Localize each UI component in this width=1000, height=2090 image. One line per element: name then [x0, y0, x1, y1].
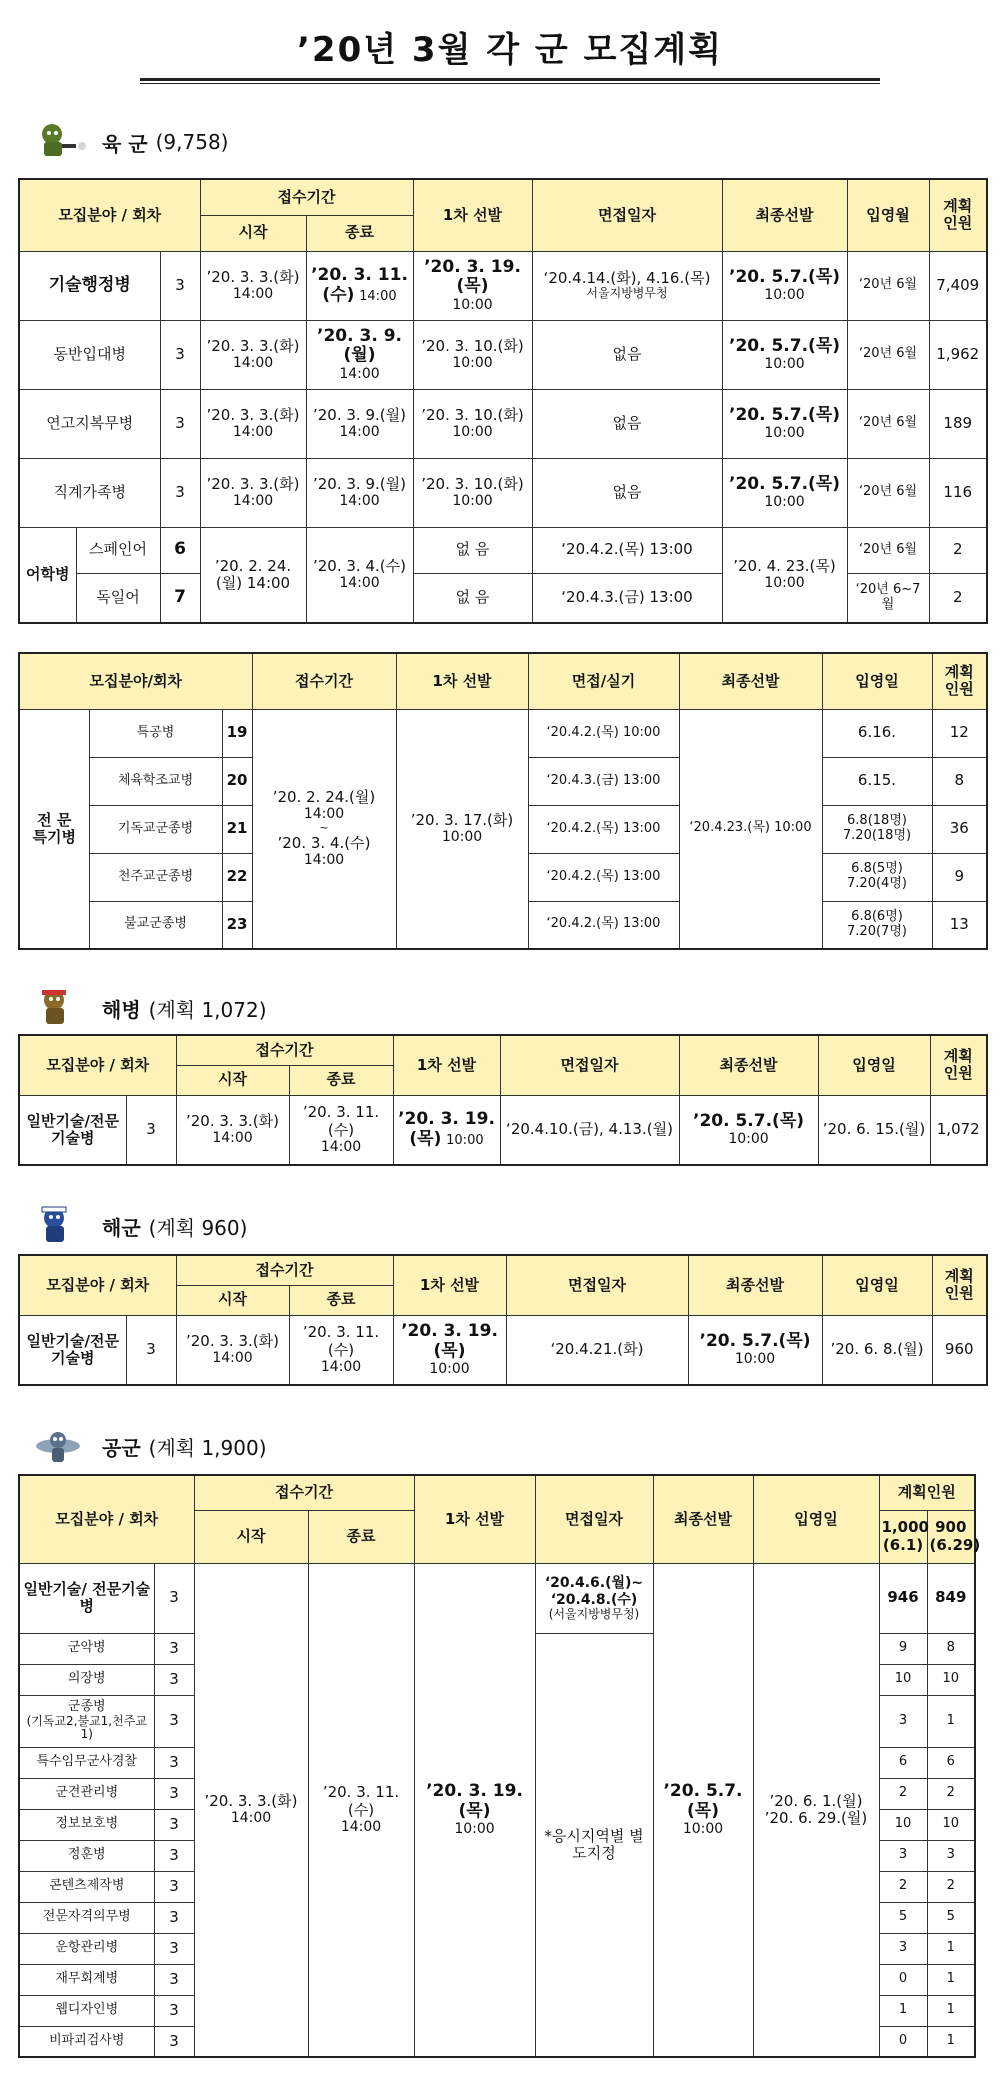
row-end-time: 14:00 — [339, 575, 380, 592]
header-end: 종료 — [306, 215, 413, 251]
row-round: 3 — [154, 1995, 194, 2026]
row-plan: 7,409 — [929, 251, 987, 320]
header-plan: 계획 인원 — [932, 653, 987, 709]
army-mascot-icon — [32, 120, 90, 164]
row-field: 비파괴검사병 — [19, 2026, 154, 2057]
row-end-time: 14:00 — [339, 493, 380, 510]
row-plan-a: 10 — [879, 1809, 927, 1840]
row-end: ’20. 3. 11.(수) — [322, 1783, 400, 1819]
row-first-time: 10:00 — [452, 297, 493, 313]
row-plan-a: 9 — [879, 1633, 927, 1664]
header-plan-b: 900 (6.29) — [927, 1510, 975, 1563]
page-title: ’20년 3월 각 군 모집계획 — [297, 30, 723, 70]
row-plan-b: 1 — [927, 1995, 975, 2026]
row-field: 정훈병 — [19, 1840, 154, 1871]
row-field: 직계가족병 — [19, 458, 160, 527]
row-plan-a: 3 — [879, 1933, 927, 1964]
row-round: 3 — [126, 1315, 176, 1385]
row-plan: 116 — [929, 458, 987, 527]
row-round: 3 — [154, 1563, 194, 1633]
row-plan: 36 — [932, 805, 987, 853]
row-first: ’20. 3. 17.(화) — [410, 811, 514, 830]
row-field: 기술행정병 — [19, 251, 160, 320]
row-plan-a: 10 — [879, 1664, 927, 1695]
header-final: 최종선발 — [653, 1475, 753, 1563]
row-final-time: 10:00 — [764, 425, 805, 442]
row-final-time: 10:00 — [764, 575, 805, 592]
header-first: 1차 선발 — [414, 1475, 535, 1563]
row-enlist: ’20. 6. 15.(월) — [818, 1095, 930, 1165]
row-first-time: 10:00 — [446, 1132, 484, 1148]
marines-count: (계획 1,072) — [148, 997, 267, 1022]
header-plan-a: 1,000 (6.1) — [879, 1510, 927, 1563]
row-group-special: 전 문 특기병 — [19, 709, 89, 949]
table-row — [19, 709, 987, 757]
row-plan-b: 1 — [927, 1933, 975, 1964]
row-interview: ‘20.4.14.(화), 4.16.(목) — [543, 268, 711, 287]
row-round: 3 — [154, 1964, 194, 1995]
header-field: 모집분야 / 회차 — [19, 179, 200, 251]
row-plan: 1,962 — [929, 320, 987, 389]
row-round: 3 — [154, 1933, 194, 1964]
row-plan-b: 10 — [927, 1664, 975, 1695]
row-round: 3 — [160, 251, 200, 320]
header-field: 모집분야 / 회차 — [19, 1255, 176, 1315]
row-enlist: ’20. 6. 1.(월) ’20. 6. 29.(월) — [753, 1563, 879, 2057]
row-final: ’20. 5.7.(목) — [692, 1110, 805, 1131]
row-enlist: 6.8(18명) 7.20(18명) — [822, 805, 932, 853]
header-first: 1차 선발 — [393, 1035, 500, 1095]
airforce-section-header — [32, 1424, 267, 1468]
row-round: 3 — [154, 1840, 194, 1871]
airforce-count: (계획 1,900) — [148, 1435, 267, 1460]
marines-table — [18, 1034, 988, 1166]
row-end-time: 14:00 — [320, 1358, 362, 1375]
row-interview: ‘20.4.2.(목) 13:00 — [528, 901, 679, 949]
header-end: 종료 — [289, 1065, 393, 1095]
header-plan: 계획인원 — [879, 1475, 975, 1510]
navy-section-header — [32, 1204, 247, 1248]
row-start: ’20. 3. 3.(화) — [186, 1112, 279, 1131]
army-section-header — [32, 120, 228, 164]
row-enlist: ‘20년 6월 — [847, 389, 929, 458]
row-interview: ‘20.4.2.(목) 13:00 — [528, 805, 679, 853]
header-start: 시작 — [176, 1285, 289, 1315]
row-plan-a: 5 — [879, 1902, 927, 1933]
header-enlist: 입영일 — [753, 1475, 879, 1563]
row-end-time: 14:00 — [320, 1138, 362, 1155]
row-field: 연고지복무병 — [19, 389, 160, 458]
header-interview: 면접일자 — [500, 1035, 679, 1095]
row-group-lang: 어학병 — [19, 527, 76, 623]
row-interview: ‘20.4.2.(목) 13:00 — [528, 853, 679, 901]
row-field: 웹디자인병 — [19, 1995, 154, 2026]
row-final-time: 10:00 — [764, 494, 805, 511]
row-enlist: ‘20년 6월 — [847, 320, 929, 389]
row-interview-rest: *응시지역별 별도지정 — [535, 1633, 653, 2057]
header-end: 종료 — [289, 1285, 393, 1315]
row-round: 3 — [154, 2026, 194, 2057]
row-end-time: 14:00 — [339, 424, 380, 441]
row-first-time: 10:00 — [452, 424, 493, 441]
row-enlist: 6.15. — [822, 757, 932, 805]
row-plan: 12 — [932, 709, 987, 757]
row-round: 22 — [222, 853, 252, 901]
row-round: 3 — [154, 1778, 194, 1809]
row-round: 3 — [160, 320, 200, 389]
row-field: 특수임무군사경찰 — [19, 1747, 154, 1778]
row-interview-note: (서울지방병무청) — [548, 1607, 640, 1622]
title-underline — [140, 78, 880, 84]
row-field: 일반기술/전문기술병 — [19, 1315, 126, 1385]
row-start-time: 14:00 — [230, 1810, 272, 1827]
header-interview: 면접일자 — [532, 179, 722, 251]
row-field: 전문자격의무병 — [19, 1902, 154, 1933]
row-start: ’20. 3. 3.(화) — [206, 405, 300, 424]
row-first: 없 음 — [413, 573, 532, 623]
row-final-time: 10:00 — [682, 1821, 724, 1838]
row-plan-a: 3 — [879, 1695, 927, 1747]
header-period: 접수기간 — [252, 653, 396, 709]
row-end: ’20. 3. 11.(수) — [302, 1323, 380, 1359]
row-interview: 없음 — [532, 389, 722, 458]
header-first: 1차 선발 — [413, 179, 532, 251]
row-round: 7 — [160, 573, 200, 623]
row-final-time: 10:00 — [728, 1131, 769, 1148]
row-start: ’20. 3. 3.(화) — [206, 474, 300, 493]
row-final: ‘20.4.23.(목) 10:00 — [679, 709, 822, 949]
row-first-time: 10:00 — [441, 829, 483, 846]
row-plan: 2 — [929, 527, 987, 573]
army-count: (9,758) — [155, 130, 229, 154]
row-start: ’20. 3. 3.(화) — [204, 1792, 298, 1811]
row-first: 없 음 — [413, 527, 532, 573]
table-row — [19, 1563, 975, 1633]
row-interview: ‘20.4.10.(금), 4.13.(월) — [500, 1095, 679, 1165]
row-start: ’20. 3. 3.(화) — [186, 1332, 279, 1351]
period-start-time: 14:00 — [303, 806, 345, 823]
row-field: 군견관리병 — [19, 1778, 154, 1809]
table-row — [19, 389, 987, 458]
row-final: ’20. 4. 23.(목) — [733, 557, 836, 576]
row-field: 천주교군종병 — [89, 853, 222, 901]
row-plan: 8 — [932, 757, 987, 805]
row-enlist: 6.8(5명) 7.20(4명) — [822, 853, 932, 901]
row-round: 3 — [154, 1664, 194, 1695]
header-final: 최종선발 — [679, 1035, 818, 1095]
row-plan-b: 1 — [927, 1964, 975, 1995]
row-final-time: 10:00 — [764, 287, 805, 304]
row-first: ’20. 3. 10.(화) — [421, 336, 524, 355]
navy-count: (계획 960) — [148, 1215, 248, 1240]
row-field: 동반입대병 — [19, 320, 160, 389]
marines-title: 해병 — [102, 997, 141, 1022]
row-plan-b: 10 — [927, 1809, 975, 1840]
header-start: 시작 — [194, 1510, 308, 1563]
row-first: ’20. 3. 19.(목) — [398, 1109, 495, 1149]
table-row — [19, 1315, 987, 1385]
row-field: 정보보호병 — [19, 1809, 154, 1840]
row-field: 일반기술/전문기술병 — [19, 1095, 126, 1165]
row-plan: 13 — [932, 901, 987, 949]
row-first: ’20. 3. 19.(목) — [424, 256, 521, 297]
row-plan-a: 6 — [879, 1747, 927, 1778]
header-enlist: 입영월 — [847, 179, 929, 251]
row-round: 20 — [222, 757, 252, 805]
header-period: 접수기간 — [176, 1035, 393, 1065]
row-final: ’20. 5.7.(목) — [699, 1330, 811, 1351]
row-start: ’20. 3. 3.(화) — [206, 267, 300, 286]
row-enlist: 6.8(6명) 7.20(7명) — [822, 901, 932, 949]
header-start: 시작 — [176, 1065, 289, 1095]
row-interview: ‘20.4.3.(금) 13:00 — [532, 573, 722, 623]
header-final: 최종선발 — [688, 1255, 822, 1315]
row-round: 3 — [160, 389, 200, 458]
row-enlist: ‘20년 6월 — [847, 458, 929, 527]
airforce-title: 공군 — [102, 1435, 141, 1460]
row-end: ’20. 3. 9.(월) — [317, 325, 402, 366]
row-plan-b: 6 — [927, 1747, 975, 1778]
header-final: 최종선발 — [722, 179, 847, 251]
row-enlist: ’20. 6. 8.(월) — [822, 1315, 932, 1385]
row-end-time: 14:00 — [339, 366, 380, 382]
row-first-time: 10:00 — [452, 493, 493, 510]
row-plan-a: 2 — [879, 1871, 927, 1902]
header-interview: 면접/실기 — [528, 653, 679, 709]
row-end: ’20. 3. 11.(수) — [311, 264, 408, 305]
row-field: 군종병 — [67, 1698, 106, 1714]
row-final-time: 10:00 — [764, 356, 805, 373]
table-row — [19, 458, 987, 527]
row-field: 재무회계병 — [19, 1964, 154, 1995]
period-separator: ~ — [319, 821, 329, 835]
header-interview: 면접일자 — [535, 1475, 653, 1563]
row-enlist: 6.16. — [822, 709, 932, 757]
table-row — [19, 320, 987, 389]
row-interview: ‘20.4.6.(월)~ ‘20.4.8.(수) — [544, 1574, 644, 1609]
row-interview: 없음 — [532, 458, 722, 527]
header-field: 모집분야/회차 — [19, 653, 252, 709]
row-plan-b: 3 — [927, 1840, 975, 1871]
row-field: 스페인어 — [76, 527, 160, 573]
header-enlist: 입영일 — [822, 653, 932, 709]
row-start-time: 14:00 — [232, 424, 274, 441]
row-start-time: 14:00 — [212, 1350, 253, 1367]
table-row — [19, 527, 987, 573]
header-end: 종료 — [308, 1510, 414, 1563]
header-first: 1차 선발 — [393, 1255, 506, 1315]
table-row — [19, 1095, 987, 1165]
header-start: 시작 — [200, 215, 306, 251]
row-end: ’20. 3. 9.(월) — [313, 405, 406, 424]
row-end: ’20. 3. 4.(수) — [313, 557, 406, 576]
row-first-time: 10:00 — [452, 355, 493, 372]
row-start: ’20. 2. 24.(월) 14:00 — [200, 527, 306, 623]
row-end: ’20. 3. 11.(수) — [302, 1103, 380, 1139]
row-first: ’20. 3. 19.(목) — [426, 1781, 523, 1821]
row-round: 3 — [154, 1695, 194, 1747]
row-field: 독일어 — [76, 573, 160, 623]
row-plan: 960 — [932, 1315, 987, 1385]
row-plan-b: 2 — [927, 1778, 975, 1809]
row-start-time: 14:00 — [212, 1130, 253, 1147]
army-table — [18, 178, 988, 624]
row-field: 특공병 — [89, 709, 222, 757]
row-plan: 9 — [932, 853, 987, 901]
row-plan-a: 946 — [879, 1563, 927, 1633]
row-start-time: 14:00 — [232, 286, 274, 303]
row-field: 운항관리병 — [19, 1933, 154, 1964]
army-title: 육 군 — [102, 131, 148, 156]
row-final: ’20. 5.7.(목) — [728, 404, 841, 425]
row-round: 6 — [160, 527, 200, 573]
row-round: 21 — [222, 805, 252, 853]
row-start: ’20. 3. 3.(화) — [206, 336, 300, 355]
row-final: ’20. 5.7.(목) — [728, 473, 841, 494]
row-field: 군악병 — [19, 1633, 154, 1664]
row-plan: 189 — [929, 389, 987, 458]
row-plan-b: 849 — [927, 1563, 975, 1633]
period-end: ’20. 3. 4.(수) — [277, 834, 371, 853]
row-round: 3 — [154, 1747, 194, 1778]
header-enlist: 입영일 — [818, 1035, 930, 1095]
row-first: ’20. 3. 19.(목) — [401, 1321, 498, 1361]
navy-title: 해군 — [102, 1215, 141, 1240]
table-row — [19, 251, 987, 320]
row-interview: ‘20.4.3.(금) 13:00 — [528, 757, 679, 805]
row-interview: ‘20.4.21.(화) — [506, 1315, 688, 1385]
row-plan: 1,072 — [930, 1095, 987, 1165]
row-enlist: ‘20년 6월 — [847, 527, 929, 573]
row-round: 3 — [154, 1809, 194, 1840]
airforce-mascot-icon — [32, 1424, 90, 1468]
header-interview: 면접일자 — [506, 1255, 688, 1315]
row-plan-b: 1 — [927, 1695, 975, 1747]
row-round: 3 — [160, 458, 200, 527]
row-final: ’20. 5.7.(목) — [728, 266, 841, 287]
row-plan-b: 8 — [927, 1633, 975, 1664]
header-plan: 계획 인원 — [929, 179, 987, 251]
header-field: 모집분야 / 회차 — [19, 1035, 176, 1095]
row-field: 콘텐츠제작병 — [19, 1871, 154, 1902]
row-plan-a: 3 — [879, 1840, 927, 1871]
header-final: 최종선발 — [679, 653, 822, 709]
row-first: ’20. 3. 10.(화) — [421, 405, 524, 424]
row-end: ’20. 3. 9.(월) — [313, 474, 406, 493]
row-round: 19 — [222, 709, 252, 757]
period-start: ’20. 2. 24.(월) — [272, 788, 376, 807]
row-field: 의장병 — [19, 1664, 154, 1695]
header-enlist: 입영일 — [822, 1255, 932, 1315]
row-field: 체육학조교병 — [89, 757, 222, 805]
row-enlist: ‘20년 6월 — [847, 251, 929, 320]
row-interview: ‘20.4.2.(목) 13:00 — [532, 527, 722, 573]
row-final: ’20. 5.7.(목) — [728, 335, 841, 356]
row-start-time: 14:00 — [232, 493, 274, 510]
row-end-time: 14:00 — [340, 1818, 382, 1835]
row-round: 3 — [126, 1095, 176, 1165]
row-field: 기독교군종병 — [89, 805, 222, 853]
airforce-table — [18, 1474, 981, 2058]
header-plan: 계획 인원 — [930, 1035, 987, 1095]
row-first-time: 10:00 — [454, 1821, 495, 1838]
special-table — [18, 652, 988, 950]
row-start-time: 14:00 — [232, 355, 274, 372]
row-field: 일반기술/ 전문기술병 — [19, 1563, 154, 1633]
row-plan-a: 0 — [879, 1964, 927, 1995]
header-period: 접수기간 — [200, 179, 413, 215]
row-plan-b: 5 — [927, 1902, 975, 1933]
row-plan-a: 1 — [879, 1995, 927, 2026]
row-plan-b: 2 — [927, 1871, 975, 1902]
row-round: 3 — [154, 1633, 194, 1664]
row-field-sub: (기독교2,불교1,천주교1) — [26, 1713, 147, 1742]
row-end-time: 14:00 — [359, 288, 397, 304]
row-round: 3 — [154, 1902, 194, 1933]
header-field: 모집분야 / 회차 — [19, 1475, 194, 1563]
row-field: 불교군종병 — [89, 901, 222, 949]
period-end-time: 14:00 — [303, 852, 345, 869]
row-plan: 2 — [929, 573, 987, 623]
row-plan-a: 2 — [879, 1778, 927, 1809]
row-first-time: 10:00 — [429, 1361, 470, 1378]
marines-section-header — [32, 986, 267, 1030]
row-round: 3 — [154, 1871, 194, 1902]
header-first: 1차 선발 — [396, 653, 528, 709]
navy-mascot-icon — [32, 1204, 90, 1248]
header-plan: 계획 인원 — [932, 1255, 987, 1315]
row-final: ’20. 5.7.(목) — [663, 1781, 743, 1821]
navy-table — [18, 1254, 988, 1386]
row-enlist: ‘20년 6~7월 — [847, 573, 929, 623]
row-round: 23 — [222, 901, 252, 949]
row-first: ’20. 3. 10.(화) — [421, 474, 524, 493]
row-plan-b: 1 — [927, 2026, 975, 2057]
row-interview-note: 서울지방병무청 — [586, 286, 668, 301]
row-final-time: 10:00 — [734, 1351, 776, 1368]
marines-mascot-icon — [32, 986, 90, 1030]
header-period: 접수기간 — [194, 1475, 414, 1510]
header-period: 접수기간 — [176, 1255, 393, 1285]
row-plan-a: 0 — [879, 2026, 927, 2057]
row-interview: ‘20.4.2.(목) 10:00 — [528, 709, 679, 757]
row-interview: 없음 — [532, 320, 722, 389]
